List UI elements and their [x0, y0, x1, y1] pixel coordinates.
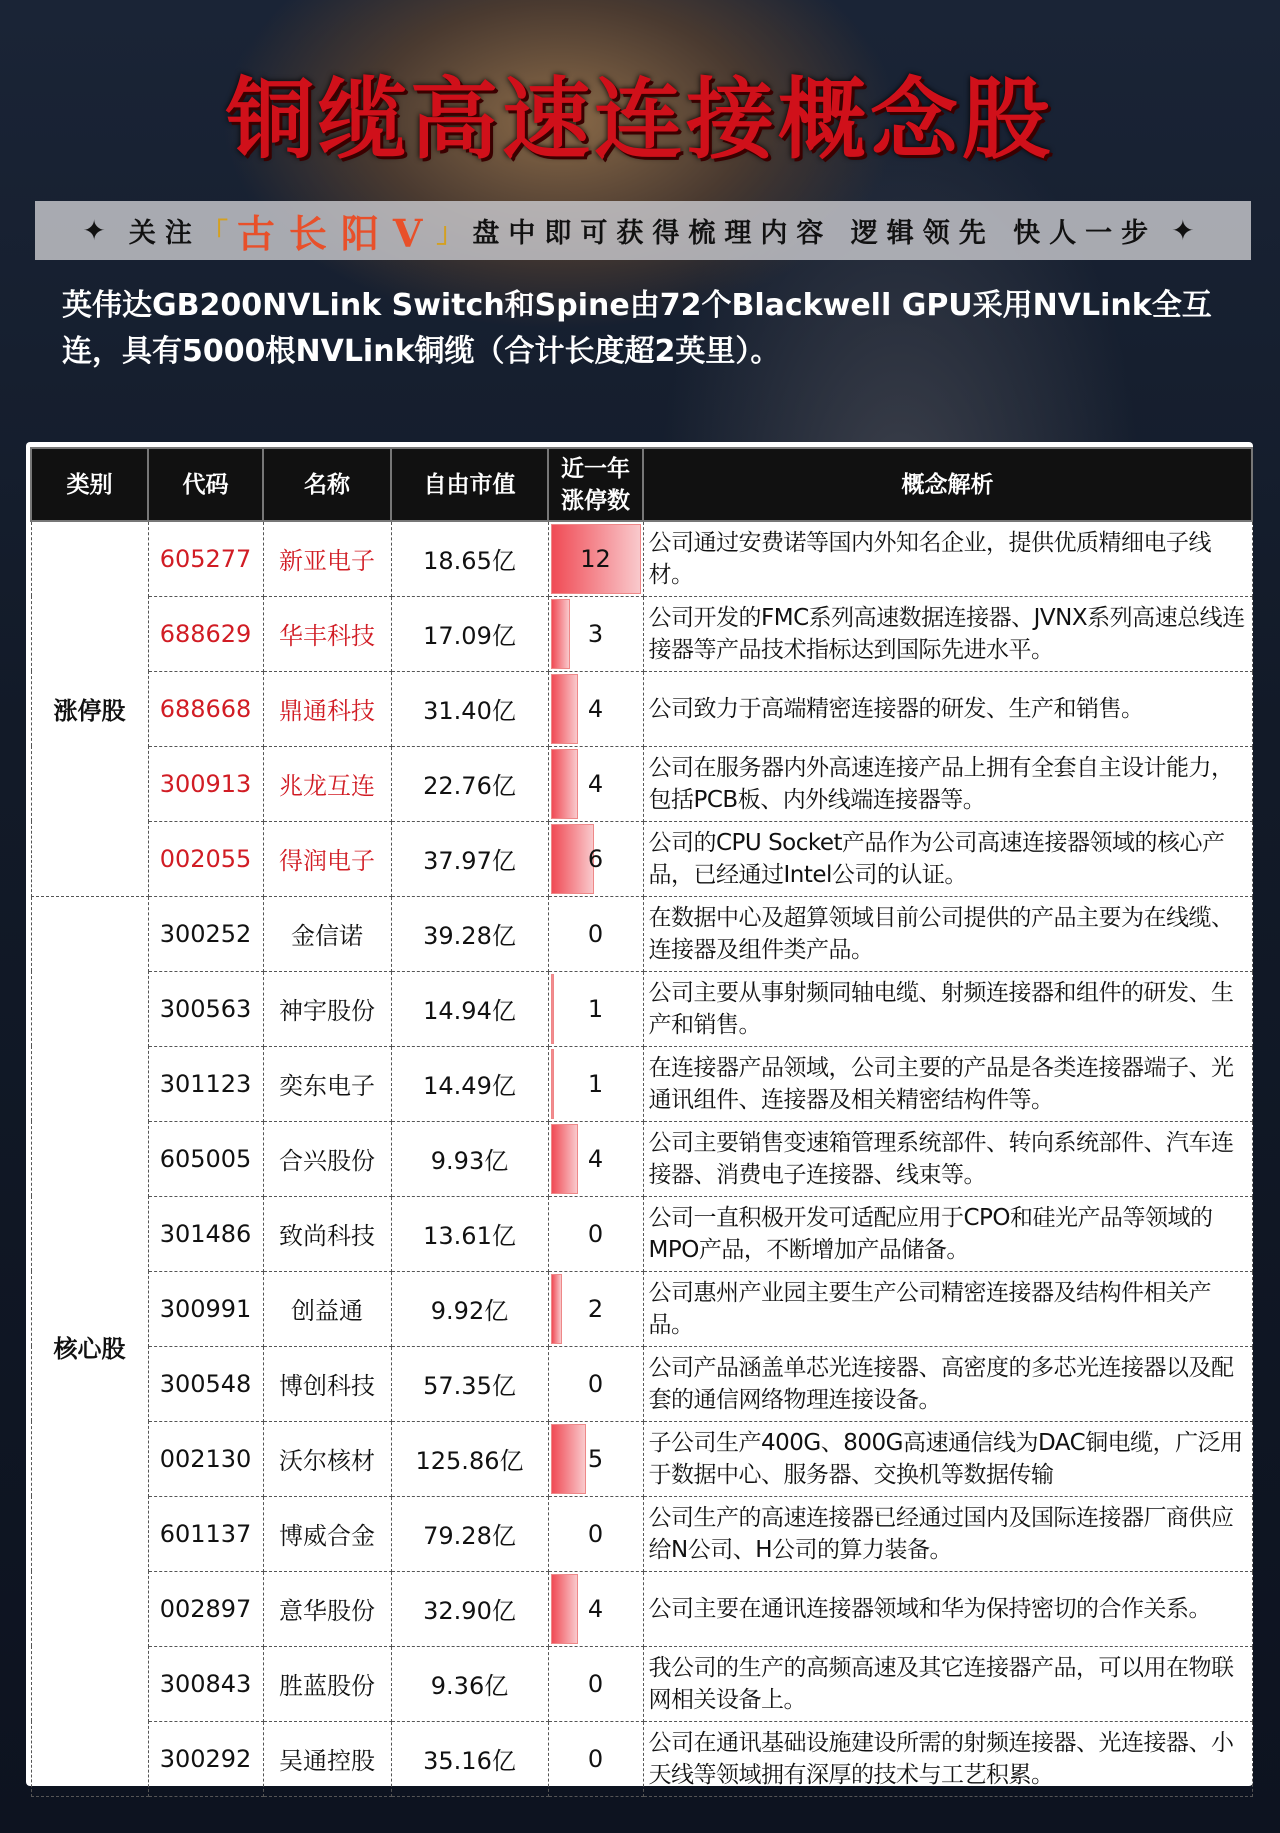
- cap-cell: 37.97亿: [391, 821, 548, 896]
- name-cell: 胜蓝股份: [263, 1646, 391, 1721]
- count-cell: [548, 1346, 643, 1421]
- star-icon: ✦: [1171, 214, 1204, 247]
- code-cell: 300991: [148, 1271, 263, 1346]
- concept-cell: 我公司的生产的高频高速及其它连接器产品，可以用在物联网相关设备上。: [643, 1646, 1252, 1721]
- header-cap: 自由市值: [391, 448, 548, 521]
- count-value: 2: [587, 1294, 604, 1323]
- code-cell: 301486: [148, 1196, 263, 1271]
- count-value: 4: [587, 1144, 604, 1173]
- name-cell: 吴通控股: [263, 1721, 391, 1796]
- count-bar: [551, 1424, 586, 1494]
- count-cell: [548, 596, 643, 671]
- code-cell: 300843: [148, 1646, 263, 1721]
- count-cell: [548, 746, 643, 821]
- banner-highlight: 古长阳V: [236, 211, 437, 256]
- banner-suffix: 盘中即可获得梳理内容 逻辑领先 快人一步: [472, 218, 1158, 249]
- code-cell: 688629: [148, 596, 263, 671]
- table-row: [31, 1421, 1252, 1496]
- name-cell: 致尚科技: [263, 1196, 391, 1271]
- name-cell: 神宇股份: [263, 971, 391, 1046]
- stock-table-card: [26, 442, 1253, 1786]
- header-code: 代码: [148, 448, 263, 521]
- table-row: [31, 521, 1252, 596]
- concept-cell: 公司主要在通讯连接器领域和华为保持密切的合作关系。: [643, 1571, 1252, 1646]
- name-cell: 意华股份: [263, 1571, 391, 1646]
- concept-cell: 公司致力于高端精密连接器的研发、生产和销售。: [643, 671, 1252, 746]
- concept-cell: 公司生产的高速连接器已经通过国内及国际连接器厂商供应给N公司、H公司的算力装备。: [643, 1496, 1252, 1571]
- count-cell: [548, 1646, 643, 1721]
- bracket-open: 「: [200, 218, 237, 249]
- code-cell: 300563: [148, 971, 263, 1046]
- name-cell: 博威合金: [263, 1496, 391, 1571]
- cap-cell: 18.65亿: [391, 521, 548, 596]
- category-cell: 核心股: [31, 896, 148, 1796]
- banner-prefix: 关注: [128, 218, 201, 249]
- stock-table: [30, 447, 1253, 1797]
- concept-cell: 在数据中心及超算领域目前公司提供的产品主要为在线缆、连接器及组件类产品。: [643, 896, 1252, 971]
- category-cell: 涨停股: [31, 521, 148, 896]
- table-row: [31, 821, 1252, 896]
- count-value: 0: [587, 1744, 604, 1773]
- concept-cell: 公司主要销售变速箱管理系统部件、转向系统部件、汽车连接器、消费电子连接器、线束等。: [643, 1121, 1252, 1196]
- table-row: [31, 1271, 1252, 1346]
- count-bar: [551, 974, 555, 1044]
- name-cell: 沃尔核材: [263, 1421, 391, 1496]
- count-value: 1: [587, 1069, 604, 1098]
- name-cell: 金信诺: [263, 896, 391, 971]
- header-category: 类别: [31, 448, 148, 521]
- concept-cell: 公司主要从事射频同轴电缆、射频连接器和组件的研发、生产和销售。: [643, 971, 1252, 1046]
- count-bar: [551, 1124, 578, 1194]
- count-bar: [551, 1574, 578, 1644]
- count-bar: [551, 749, 578, 819]
- concept-cell: 公司的CPU Socket产品作为公司高速连接器领域的核心产品，已经通过Intel公司的认证。: [643, 821, 1252, 896]
- count-cell: [548, 1571, 643, 1646]
- count-value: 0: [587, 1219, 604, 1248]
- intro-text: 英伟达GB200NVLink Switch和Spine由72个Blackwell GPU采用NVLink全互连，具有5000根NVLink铜缆（合计长度超2英里）。: [62, 288, 1212, 369]
- count-bar: [551, 599, 571, 669]
- cap-cell: 13.61亿: [391, 1196, 548, 1271]
- concept-cell: 公司一直积极开发可适配应用于CPO和硅光产品等领域的MPO产品，不断增加产品储备。: [643, 1196, 1252, 1271]
- count-value: 3: [587, 619, 604, 648]
- count-cell: [548, 1046, 643, 1121]
- table-row: [31, 1496, 1252, 1571]
- concept-cell: 公司产品涵盖单芯光连接器、高密度的多芯光连接器以及配套的通信网络物理连接设备。: [643, 1346, 1252, 1421]
- table-row: [31, 1721, 1252, 1796]
- count-value: 4: [587, 1594, 604, 1623]
- header-concept: 概念解析: [643, 448, 1252, 521]
- code-cell: 601137: [148, 1496, 263, 1571]
- code-cell: 300292: [148, 1721, 263, 1796]
- name-cell: 得润电子: [263, 821, 391, 896]
- cap-cell: 32.90亿: [391, 1571, 548, 1646]
- table-row: [31, 746, 1252, 821]
- header-name: 名称: [263, 448, 391, 521]
- concept-cell: 在连接器产品领域，公司主要的产品是各类连接器端子、光通讯组件、连接器及相关精密结构件等。: [643, 1046, 1252, 1121]
- cap-cell: 17.09亿: [391, 596, 548, 671]
- code-cell: 002130: [148, 1421, 263, 1496]
- code-cell: 688668: [148, 671, 263, 746]
- count-value: 0: [587, 1519, 604, 1548]
- concept-cell: 公司在通讯基础设施建设所需的射频连接器、光连接器、小天线等领域拥有深厚的技术与工艺积累。: [643, 1721, 1252, 1796]
- count-value: 4: [587, 694, 604, 723]
- table-header-row: [31, 448, 1252, 521]
- table-row: [31, 1121, 1252, 1196]
- star-icon: ✦: [82, 214, 115, 247]
- count-cell: [548, 821, 643, 896]
- cap-cell: 22.76亿: [391, 746, 548, 821]
- cap-cell: 35.16亿: [391, 1721, 548, 1796]
- count-value: 6: [587, 844, 604, 873]
- name-cell: 奕东电子: [263, 1046, 391, 1121]
- name-cell: 合兴股份: [263, 1121, 391, 1196]
- name-cell: 鼎通科技: [263, 671, 391, 746]
- name-cell: 博创科技: [263, 1346, 391, 1421]
- count-bar: [551, 1049, 555, 1119]
- name-cell: 华丰科技: [263, 596, 391, 671]
- cap-cell: 125.86亿: [391, 1421, 548, 1496]
- cap-cell: 9.36亿: [391, 1646, 548, 1721]
- count-cell: [548, 1496, 643, 1571]
- concept-cell: 公司开发的FMC系列高速数据连接器、JVNX系列高速总线连接器等产品技术指标达到国际先进水平。: [643, 596, 1252, 671]
- count-cell: [548, 1721, 643, 1796]
- cap-cell: 14.49亿: [391, 1046, 548, 1121]
- concept-cell: 公司在服务器内外高速连接产品上拥有全套自主设计能力，包括PCB板、内外线端连接器等。: [643, 746, 1252, 821]
- name-cell: 兆龙互连: [263, 746, 391, 821]
- count-cell: [548, 671, 643, 746]
- page-title: 铜缆高速连接概念股: [225, 67, 1054, 171]
- table-row: [31, 1046, 1252, 1121]
- code-cell: 605005: [148, 1121, 263, 1196]
- table-row: [31, 1346, 1252, 1421]
- concept-cell: 公司通过安费诺等国内外知名企业，提供优质精细电子线材。: [643, 521, 1252, 596]
- name-cell: 创益通: [263, 1271, 391, 1346]
- cap-cell: 57.35亿: [391, 1346, 548, 1421]
- bracket-close: 」: [436, 218, 473, 249]
- code-cell: 300548: [148, 1346, 263, 1421]
- table-row: [31, 896, 1252, 971]
- cap-cell: 79.28亿: [391, 1496, 548, 1571]
- count-bar: [551, 1274, 563, 1344]
- concept-cell: 公司惠州产业园主要生产公司精密连接器及结构件相关产品。: [643, 1271, 1252, 1346]
- code-cell: 301123: [148, 1046, 263, 1121]
- count-bar: [551, 674, 578, 744]
- count-value: 12: [580, 544, 611, 573]
- table-row: [31, 671, 1252, 746]
- code-cell: 300252: [148, 896, 263, 971]
- count-value: 0: [587, 1369, 604, 1398]
- count-value: 0: [587, 1669, 604, 1698]
- count-cell: [548, 1196, 643, 1271]
- count-cell: [548, 1421, 643, 1496]
- count-cell: [548, 896, 643, 971]
- cap-cell: 9.92亿: [391, 1271, 548, 1346]
- cap-cell: 14.94亿: [391, 971, 548, 1046]
- count-value: 5: [587, 1444, 604, 1473]
- code-cell: 002897: [148, 1571, 263, 1646]
- name-cell: 新亚电子: [263, 521, 391, 596]
- cap-cell: 31.40亿: [391, 671, 548, 746]
- cap-cell: 9.93亿: [391, 1121, 548, 1196]
- table-row: [31, 1571, 1252, 1646]
- count-value: 1: [587, 994, 604, 1023]
- table-row: [31, 596, 1252, 671]
- table-row: [31, 1196, 1252, 1271]
- header-limit-up-count: 近一年涨停数: [548, 448, 643, 521]
- cap-cell: 39.28亿: [391, 896, 548, 971]
- code-cell: 605277: [148, 521, 263, 596]
- table-row: [31, 971, 1252, 1046]
- count-cell: [548, 521, 643, 596]
- table-row: [31, 1646, 1252, 1721]
- count-cell: [548, 1121, 643, 1196]
- concept-cell: 子公司生产400G、800G高速通信线为DAC铜电缆，广泛用于数据中心、服务器、交换机等数据传输: [643, 1421, 1252, 1496]
- count-value: 4: [587, 769, 604, 798]
- count-value: 0: [587, 919, 604, 948]
- code-cell: 300913: [148, 746, 263, 821]
- code-cell: 002055: [148, 821, 263, 896]
- promo-banner: [35, 201, 1251, 260]
- count-cell: [548, 971, 643, 1046]
- count-cell: [548, 1271, 643, 1346]
